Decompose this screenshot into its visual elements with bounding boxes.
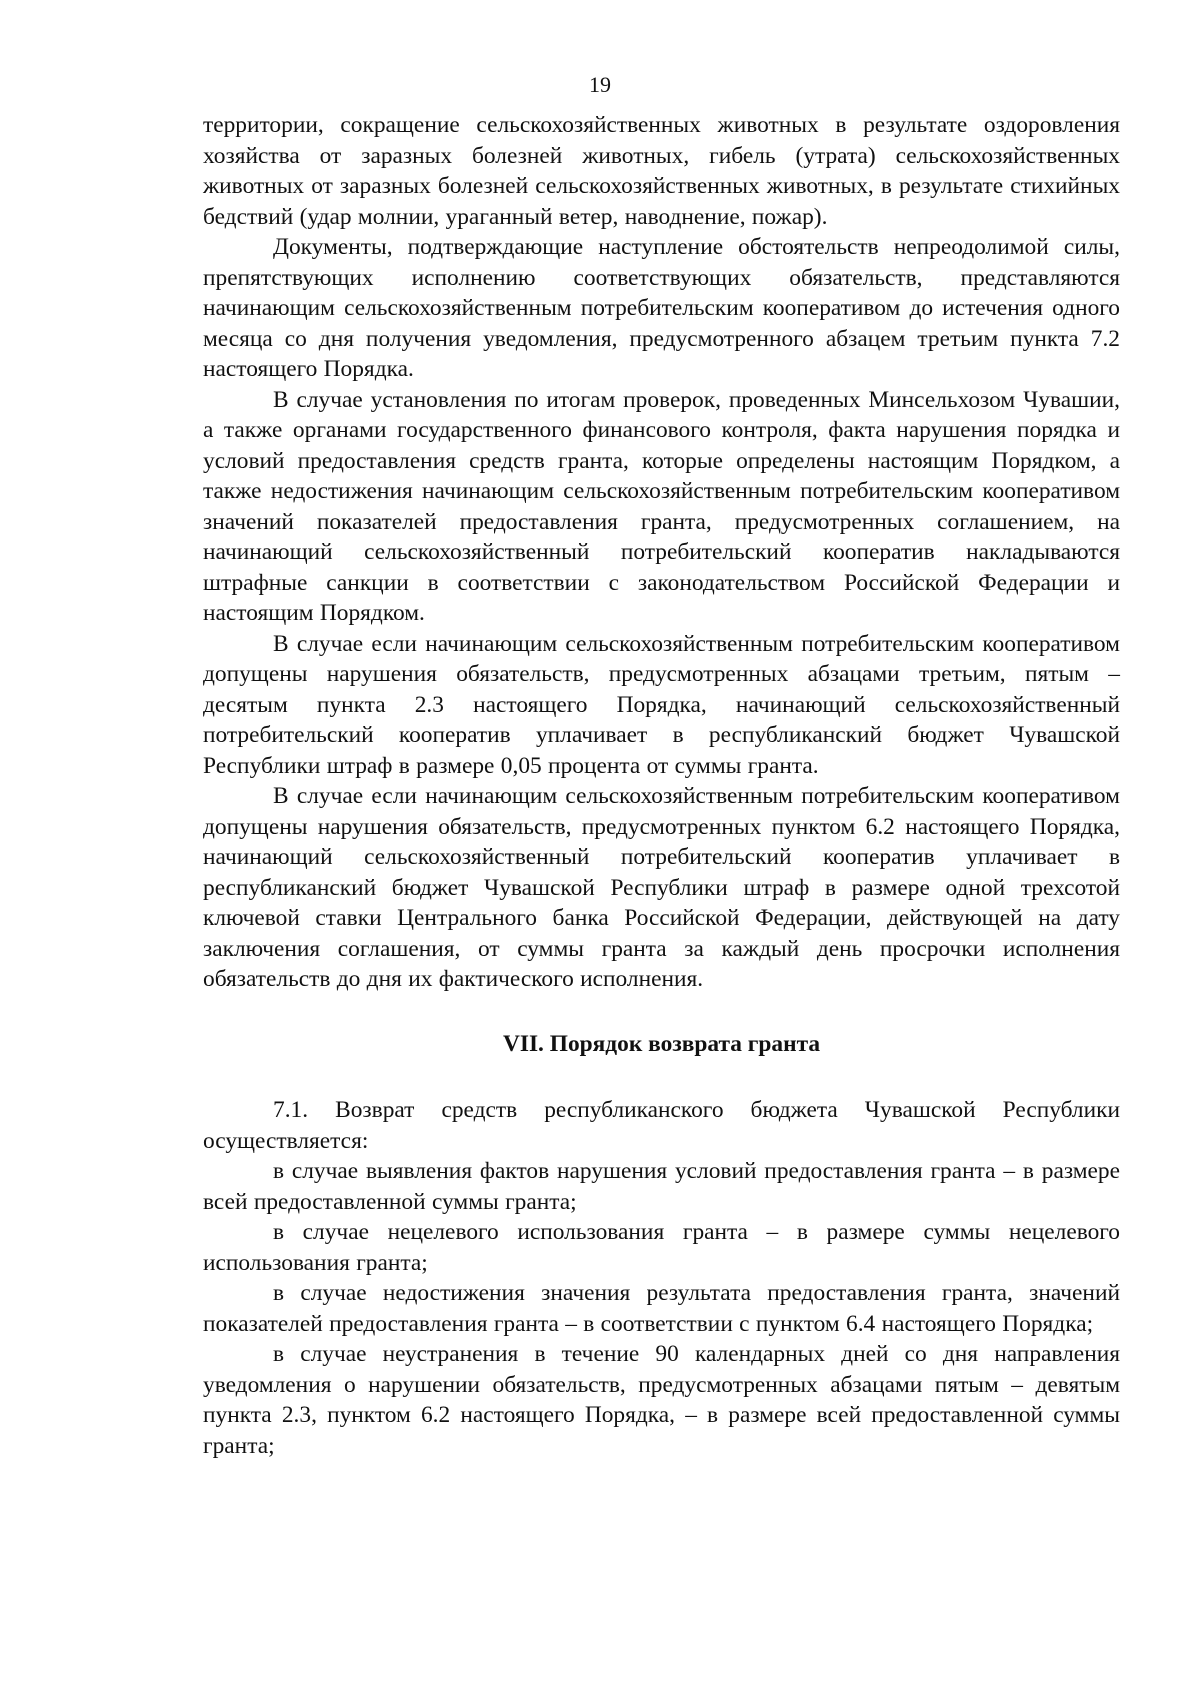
paragraph: Документы, подтверждающие наступление обстоятельств непреодолимой силы, препятствующих исполнению соответствующих обязательств, представляются начинающим сельскохозяйственным потребительским кооперативом до истечения одного месяца со дня получения уведомления, предусмотренного абзацем третьим пункта 7.2 настоящего Порядка.	[203, 234, 1120, 382]
page-number: 19	[589, 72, 611, 97]
paragraph: в случае нецелевого использования гранта – в размере суммы нецелевого использования гранта;	[203, 1219, 1120, 1276]
paragraph: в случае недостижения значения результата предоставления гранта, значений показателей предоставления гранта – в соответствии с пунктом 6.4 настоящего Порядка;	[203, 1280, 1120, 1337]
paragraph: территории, сокращение сельскохозяйственных животных в результате оздоровления хозяйства от заразных болезней животных, гибель (утрата) сельскохозяйственных животных от заразных болезней сельскохозяйственных животных, в результате стихийных бедствий (удар молнии, ураганный ветер, наводнение, пожар).	[203, 112, 1120, 230]
paragraph: В случае если начинающим сельскохозяйственным потребительским кооперативом допущены нарушения обязательств, предусмотренных абзацами третьим, пятым – десятым пункта 2.3 настоящего Порядка, начинающий сельскохозяйственный потребительский кооператив уплачивает в республиканский бюджет Чувашской Республики штраф в размере 0,05 процента от суммы гранта.	[203, 630, 1120, 779]
section-heading: VII. Порядок возврата гранта	[502, 1030, 821, 1057]
document-body	[203, 110, 1120, 1461]
paragraph: В случае если начинающим сельскохозяйственным потребительским кооперативом допущены нарушения обязательств, предусмотренных пунктом 6.2 настоящего Порядка, начинающий сельскохозяйственный потребительский кооператив уплачивает в республиканский бюджет Чувашской Республики штраф в размере одной трехсотой ключевой ставки Центрального банка Российской Федерации, действующей на дату заключения соглашения, от суммы гранта за каждый день просрочки исполнения обязательств до дня их фактического исполнения.	[203, 783, 1120, 992]
paragraphs-before-heading	[203, 110, 1120, 995]
paragraph: 7.1. Возврат средств республиканского бюджета Чувашской Республики осуществляется:	[203, 1097, 1120, 1154]
paragraph: В случае установления по итогам проверок, проведенных Минсельхозом Чувашии, а также органами государственного финансового контроля, факта нарушения порядка и условий предоставления средств гранта, которые определены настоящим Порядком, а также недостижения начинающим сельскохозяйственным потребительским кооперативом значений показателей предоставления гранта, предусмотренных соглашением, на начинающий сельскохозяйственный потребительский кооператив накладываются штрафные санкции в соответствии с законодательством Российской Федерации и настоящим Порядком.	[203, 386, 1120, 626]
paragraphs-after-heading	[203, 1095, 1120, 1461]
paragraph: в случае выявления фактов нарушения условий предоставления гранта – в размере всей предоставленной суммы гранта;	[203, 1158, 1120, 1215]
paragraph: в случае неустранения в течение 90 календарных дней со дня направления уведомления о нарушении обязательств, предусмотренных абзацами пятым – девятым пункта 2.3, пунктом 6.2 настоящего Порядка, – в размере всей предоставленной суммы гранта;	[203, 1341, 1120, 1459]
